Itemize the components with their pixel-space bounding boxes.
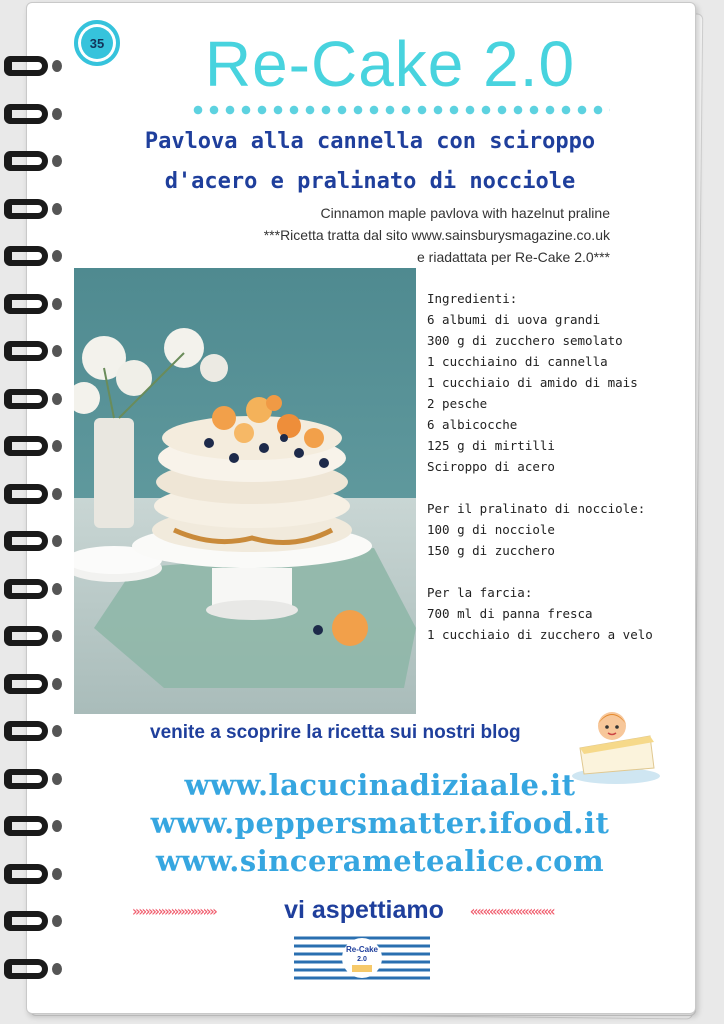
recipe-title-line2: d'acero e pralinato di nocciole	[164, 169, 576, 194]
ingredient-item: 100 g di nocciole	[427, 522, 555, 537]
ring-hole	[52, 488, 62, 500]
spacer	[427, 561, 677, 582]
spiral-ring	[4, 620, 64, 650]
ring-loop	[4, 104, 48, 124]
ring-hole	[52, 250, 62, 262]
logo-text: Re-Cake	[345, 945, 379, 954]
blog-url-link[interactable]: www.peppersmatter.ifood.it	[150, 806, 610, 840]
ingredient-item: 6 albicocche	[427, 417, 518, 432]
praline-heading: Per il pralinato di nocciole:	[427, 501, 646, 516]
ingredient-item: 300 g di zucchero semolato	[427, 333, 623, 348]
ring-hole	[52, 678, 62, 690]
ring-hole	[52, 773, 62, 785]
ring-hole	[52, 820, 62, 832]
ring-hole	[52, 868, 62, 880]
spiral-ring	[4, 50, 64, 80]
page-badge-icon	[74, 20, 120, 66]
page-title: Re-Cake 2.0	[204, 28, 576, 100]
spiral-ring	[4, 668, 64, 698]
ring-loop	[4, 674, 48, 694]
ingredient-item: Sciroppo di acero	[427, 459, 555, 474]
spiral-ring	[4, 763, 64, 793]
ring-loop	[4, 721, 48, 741]
filling-heading: Per la farcia:	[427, 585, 533, 600]
ring-hole	[52, 393, 62, 405]
english-title: Cinnamon maple pavlova with hazelnut praline	[320, 205, 610, 221]
ring-loop	[4, 626, 48, 646]
ingredient-item: 6 albumi di uova grandi	[427, 312, 601, 327]
page-number: 35	[81, 27, 113, 59]
ring-hole	[52, 155, 62, 167]
pavlova-photo	[74, 268, 416, 714]
ring-loop	[4, 246, 48, 266]
recipe-info	[150, 202, 610, 268]
ring-loop	[4, 531, 48, 551]
ring-loop	[4, 816, 48, 836]
ingredient-item: 2 pesche	[427, 396, 488, 411]
spiral-binding-icon	[0, 0, 70, 1024]
spiral-ring	[4, 858, 64, 888]
spiral-ring	[4, 430, 64, 460]
spiral-ring	[4, 953, 64, 983]
spiral-ring	[4, 98, 64, 128]
ingredients-heading: Ingredienti:	[427, 291, 518, 306]
ingredient-item: 1 cucchiaino di cannella	[427, 354, 608, 369]
ring-loop	[4, 294, 48, 314]
spiral-ring	[4, 145, 64, 175]
ring-loop	[4, 199, 48, 219]
ring-hole	[52, 108, 62, 120]
spiral-ring	[4, 240, 64, 270]
ring-loop	[4, 959, 48, 979]
spiral-ring	[4, 288, 64, 318]
spiral-ring	[4, 810, 64, 840]
spiral-ring	[4, 478, 64, 508]
blog-url-link[interactable]: www.sincerametealice.com	[155, 844, 605, 878]
ring-loop	[4, 864, 48, 884]
ingredient-item: 150 g di zucchero	[427, 543, 555, 558]
pavlova-image	[74, 268, 416, 714]
ring-hole	[52, 963, 62, 975]
ring-hole	[52, 203, 62, 215]
spacer	[427, 477, 677, 498]
ring-hole	[52, 345, 62, 357]
dotted-divider	[190, 104, 610, 116]
recipe-title-line1: Pavlova alla cannella con sciroppo	[144, 129, 596, 154]
ingredients-list	[427, 288, 677, 645]
source-line-1: ***Ricetta tratta dal sito www.sainsburysmagazine.co.uk	[263, 227, 610, 243]
ring-hole	[52, 535, 62, 547]
ring-loop	[4, 769, 48, 789]
ring-hole	[52, 583, 62, 595]
ring-hole	[52, 60, 62, 72]
ingredient-item: 1 cucchiaio di zucchero a velo	[427, 627, 653, 642]
ring-loop	[4, 56, 48, 76]
ring-loop	[4, 341, 48, 361]
ingredient-item: 1 cucchiaio di amido di mais	[427, 375, 638, 390]
blog-url-link[interactable]: www.lacucinadiziaale.it	[184, 768, 576, 802]
spiral-ring	[4, 383, 64, 413]
chevron-decoration-left: »»»»»»»»»»»»»	[132, 904, 216, 920]
ring-loop	[4, 151, 48, 171]
spiral-ring	[4, 715, 64, 745]
ingredient-item: 700 ml di panna fresca	[427, 606, 593, 621]
ring-hole	[52, 298, 62, 310]
recipe-title	[90, 122, 650, 202]
ring-hole	[52, 440, 62, 452]
closing-text: vi aspettiamo	[284, 896, 444, 924]
recake-logo-icon	[294, 932, 430, 986]
ring-loop	[4, 436, 48, 456]
spiral-ring	[4, 193, 64, 223]
ring-loop	[4, 911, 48, 931]
chevron-decoration-right: «««««««««««««	[470, 904, 554, 920]
ring-loop	[4, 484, 48, 504]
ring-hole	[52, 915, 62, 927]
ring-loop	[4, 579, 48, 599]
spiral-ring	[4, 905, 64, 935]
spiral-ring	[4, 525, 64, 555]
ring-loop	[4, 389, 48, 409]
ring-hole	[52, 630, 62, 642]
spiral-ring	[4, 573, 64, 603]
ingredient-item: 125 g di mirtilli	[427, 438, 555, 453]
blog-invite: venite a scoprire la ricetta sui nostri blog	[150, 722, 521, 743]
source-line-2: e riadattata per Re-Cake 2.0***	[417, 249, 610, 265]
spiral-ring	[4, 335, 64, 365]
ring-hole	[52, 725, 62, 737]
logo-text: 2.0	[357, 956, 367, 963]
